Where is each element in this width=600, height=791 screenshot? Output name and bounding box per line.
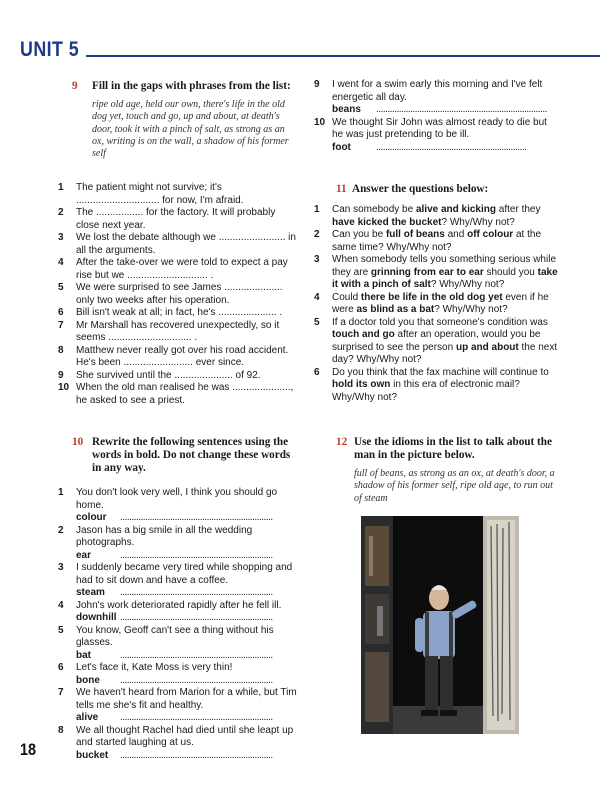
exercise-9-items xyxy=(58,182,298,407)
list-item xyxy=(58,282,298,307)
answer-line xyxy=(76,512,298,525)
phrase-list: full of beans, as strong as an ox, at death's door, a shadow of his former self, ripe old age, to run out of steam xyxy=(354,468,555,504)
exercise-10-heading xyxy=(58,436,298,475)
item-number: 7 xyxy=(58,319,64,331)
item-row xyxy=(58,662,298,675)
text-segment: in this era of electronic mail? Why/Why not? xyxy=(332,379,520,403)
list-item xyxy=(314,229,558,254)
text-segment: When somebody tells you something serious while they are xyxy=(332,254,556,278)
list-item xyxy=(58,662,298,687)
list-item xyxy=(314,317,558,367)
list-item xyxy=(314,292,558,317)
list-item xyxy=(58,320,298,345)
text-segment: Can you be xyxy=(332,229,386,240)
answer-dots: ................................................................... xyxy=(120,512,273,523)
answer-dots: ........................................................................... xyxy=(376,104,547,115)
answer-dots: ................................................................... xyxy=(120,549,273,561)
list-item xyxy=(58,232,298,257)
item-number: 5 xyxy=(58,282,64,293)
item-text: The patient might not survive; it's .............................. for now, I'm afraid. xyxy=(76,182,244,206)
item-text xyxy=(332,229,558,254)
item-row xyxy=(58,625,298,650)
idiom: there be life in the old dog yet xyxy=(360,291,503,303)
exercise-number: 12 xyxy=(336,436,348,448)
item-number: 7 xyxy=(58,687,64,698)
text-segment: ? Why/Why not? xyxy=(441,216,515,228)
old-man-photo xyxy=(361,516,519,734)
answer-dots: ................................................................... xyxy=(120,674,273,686)
exercise-instruction: Use the idioms in the list to talk about the man in the picture below. xyxy=(354,436,552,461)
item-number: 6 xyxy=(58,662,64,673)
item-text xyxy=(332,367,558,405)
keyword: ear xyxy=(76,549,92,561)
list-item xyxy=(58,257,298,282)
item-number: 5 xyxy=(314,316,320,328)
text-segment: should you xyxy=(483,266,538,278)
keyword: bat xyxy=(76,649,91,661)
item-number: 10 xyxy=(314,116,326,128)
keyword: bucket xyxy=(76,749,109,761)
item-text: The ................. for the factory. It will probably close next year. xyxy=(76,207,276,231)
item-number: 3 xyxy=(314,254,320,265)
list-item xyxy=(314,204,558,229)
item-number: 4 xyxy=(314,291,320,303)
answer-line xyxy=(332,142,558,155)
item-number: 6 xyxy=(314,366,320,378)
item-row xyxy=(58,487,298,512)
exercise-12 xyxy=(314,436,558,505)
item-number: 8 xyxy=(58,344,64,356)
item-number: 4 xyxy=(58,599,64,611)
answer-dots: ................................................................... xyxy=(120,712,273,723)
list-item xyxy=(314,79,558,117)
answer-dots: .................................................................. xyxy=(376,141,527,153)
exercise-instruction: Rewrite the following sentences using the words in bold. Do not change these words in any way. xyxy=(92,436,291,474)
idiom: as blind as a bat xyxy=(356,304,435,315)
text-segment: even if he were xyxy=(332,291,549,315)
item-text: Let's face it, Kate Moss is very thin! xyxy=(76,662,233,673)
text-segment: Could xyxy=(332,291,361,303)
list-item xyxy=(58,487,298,525)
answer-line xyxy=(332,104,558,117)
item-number: 10 xyxy=(58,382,70,393)
item-row xyxy=(314,117,558,142)
answer-dots: ................................................................... xyxy=(120,649,273,661)
list-item xyxy=(58,370,298,383)
list-item xyxy=(314,254,558,292)
text-segment: If a doctor told you that someone's condition was xyxy=(332,316,548,328)
list-item xyxy=(58,687,298,725)
item-row xyxy=(58,687,298,712)
keyword: downhill xyxy=(76,612,117,623)
exercise-12-heading xyxy=(314,436,558,462)
text-segment: and xyxy=(444,229,468,240)
item-text: Jason has a big smile in all the wedding photographs. xyxy=(76,524,253,548)
idiom: grinning from ear to ear xyxy=(370,266,484,278)
answer-line xyxy=(76,612,298,625)
item-text: Mr Marshall has recovered unexpectedly, so it seems .............................. . xyxy=(76,319,280,343)
answer-line xyxy=(76,650,298,663)
exercise-number: 9 xyxy=(72,80,78,92)
item-text: Bill isn't weak at all; in fact, he's ..................... . xyxy=(76,307,283,318)
keyword: beans xyxy=(332,104,361,115)
exercise-instruction: Answer the questions below: xyxy=(352,183,489,195)
exercise-number: 10 xyxy=(72,436,84,448)
item-text: We haven't heard from Marion for a while, but Tim tells me she's fit and healthy. xyxy=(76,687,297,711)
item-text: We lost the debate although we ........................ in all the arguments. xyxy=(76,232,296,256)
unit-title: UNIT 5 xyxy=(20,38,80,61)
item-number: 9 xyxy=(58,369,64,381)
idiom: have kicked the bucket xyxy=(332,216,442,228)
item-text: She survived until the ..................... of 92. xyxy=(76,369,261,381)
exercise-number: 11 xyxy=(336,183,347,195)
exercise-10 xyxy=(58,436,298,762)
list-item xyxy=(58,600,298,625)
idiom: off colour xyxy=(467,229,514,240)
phrase-list: ripe old age, held our own, there's life in the old dog yet, touch and go, up and about, at death's door, took it with a pinch of salt, as strong as an ox, writing is on the wall, a shadow of his former self xyxy=(92,99,289,160)
item-text: John's work deteriorated rapidly after he fell ill. xyxy=(76,599,282,611)
item-text: When the old man realised he was ....................., he asked to see a priest. xyxy=(76,382,294,406)
item-text: We all thought Rachel had died until she leapt up and started laughing at us. xyxy=(76,724,294,748)
exercise-11 xyxy=(314,183,558,404)
text-segment: the next day? Why/Why not? xyxy=(332,341,558,365)
item-text xyxy=(332,292,558,317)
answer-dots: ................................................................... xyxy=(120,612,273,623)
idiom: up and about xyxy=(455,341,519,353)
item-number: 6 xyxy=(58,307,64,318)
idiom: take it with a pinch of salt xyxy=(332,266,558,290)
text-segment: Can somebody be xyxy=(332,204,416,215)
item-text xyxy=(332,254,558,292)
item-text: We thought Sir John was almost ready to die but he was just pretending to be ill. xyxy=(332,116,547,140)
answer-dots: ................................................................... xyxy=(120,587,273,598)
exercise-instruction: Fill in the gaps with phrases from the list: xyxy=(92,80,291,92)
item-number: 1 xyxy=(58,487,64,498)
list-item xyxy=(58,625,298,663)
idiom: alive and kicking xyxy=(415,204,496,215)
text-segment: Do you think that the fax machine will continue to xyxy=(332,366,549,378)
item-row xyxy=(58,600,298,613)
answer-line xyxy=(76,587,298,600)
list-item xyxy=(58,525,298,563)
list-item xyxy=(58,307,298,320)
text-segment: after an operation, would you be surprised to see the person xyxy=(332,329,541,353)
item-number: 8 xyxy=(58,724,64,736)
keyword: colour xyxy=(76,512,107,523)
text-segment: after they xyxy=(496,204,541,215)
item-number: 2 xyxy=(314,229,320,240)
list-item xyxy=(58,382,298,407)
item-text: We were surprised to see James ..................... only two weeks after his operation. xyxy=(76,282,283,306)
list-item xyxy=(314,117,558,155)
keyword: bone xyxy=(76,674,100,686)
item-number: 9 xyxy=(314,79,320,90)
answer-line xyxy=(76,550,298,563)
item-row xyxy=(58,525,298,550)
idiom: hold its own xyxy=(332,379,391,390)
list-item xyxy=(314,367,558,405)
item-text xyxy=(332,317,558,367)
list-item xyxy=(58,182,298,207)
list-item xyxy=(58,562,298,600)
item-text: I went for a swim early this morning and I've felt energetic all day. xyxy=(332,79,543,103)
exercise-9 xyxy=(58,80,298,160)
item-row xyxy=(58,562,298,587)
item-number: 2 xyxy=(58,207,64,218)
list-item xyxy=(58,207,298,232)
item-text xyxy=(332,204,558,229)
exercise-9-continued xyxy=(314,79,558,154)
text-segment: ? Why/Why not? xyxy=(434,304,508,315)
list-item xyxy=(58,345,298,370)
item-number: 1 xyxy=(314,204,320,215)
item-row xyxy=(314,79,558,104)
item-text: After the take-over we were told to expect a pay rise but we ............................. . xyxy=(76,257,288,281)
item-number: 2 xyxy=(58,524,64,536)
item-number: 4 xyxy=(58,257,64,268)
item-text: I suddenly became very tired while shopping and had to sit down and have a coffee. xyxy=(76,562,293,586)
exercise-11-heading xyxy=(314,183,558,196)
answer-line xyxy=(76,675,298,688)
item-number: 3 xyxy=(58,232,64,243)
photo-illustration xyxy=(361,516,519,734)
item-number: 3 xyxy=(58,562,64,573)
text-segment: ? Why/Why not? xyxy=(430,279,505,290)
item-row xyxy=(58,725,298,750)
keyword: alive xyxy=(76,712,99,723)
answer-line xyxy=(76,750,298,763)
item-text: You know, Geoff can't see a thing without his glasses. xyxy=(76,624,274,648)
keyword: steam xyxy=(76,587,105,598)
text-segment: at the same time? Why/Why not? xyxy=(332,229,542,253)
item-number: 5 xyxy=(58,624,64,636)
answer-line xyxy=(76,712,298,725)
answer-dots: ................................................................... xyxy=(120,749,273,761)
idiom: touch and go xyxy=(332,329,395,340)
keyword: foot xyxy=(332,141,351,153)
page-number: 18 xyxy=(20,740,37,759)
idiom: full of beans xyxy=(385,229,445,240)
unit-divider xyxy=(86,55,600,57)
item-number: 1 xyxy=(58,182,64,193)
exercise-9-heading xyxy=(58,80,298,93)
item-text: You don't look very well, I think you should go home. xyxy=(76,487,278,511)
list-item xyxy=(58,725,298,763)
item-text: Matthew never really got over his road accident. He's been ......................... ever since. xyxy=(76,344,289,368)
